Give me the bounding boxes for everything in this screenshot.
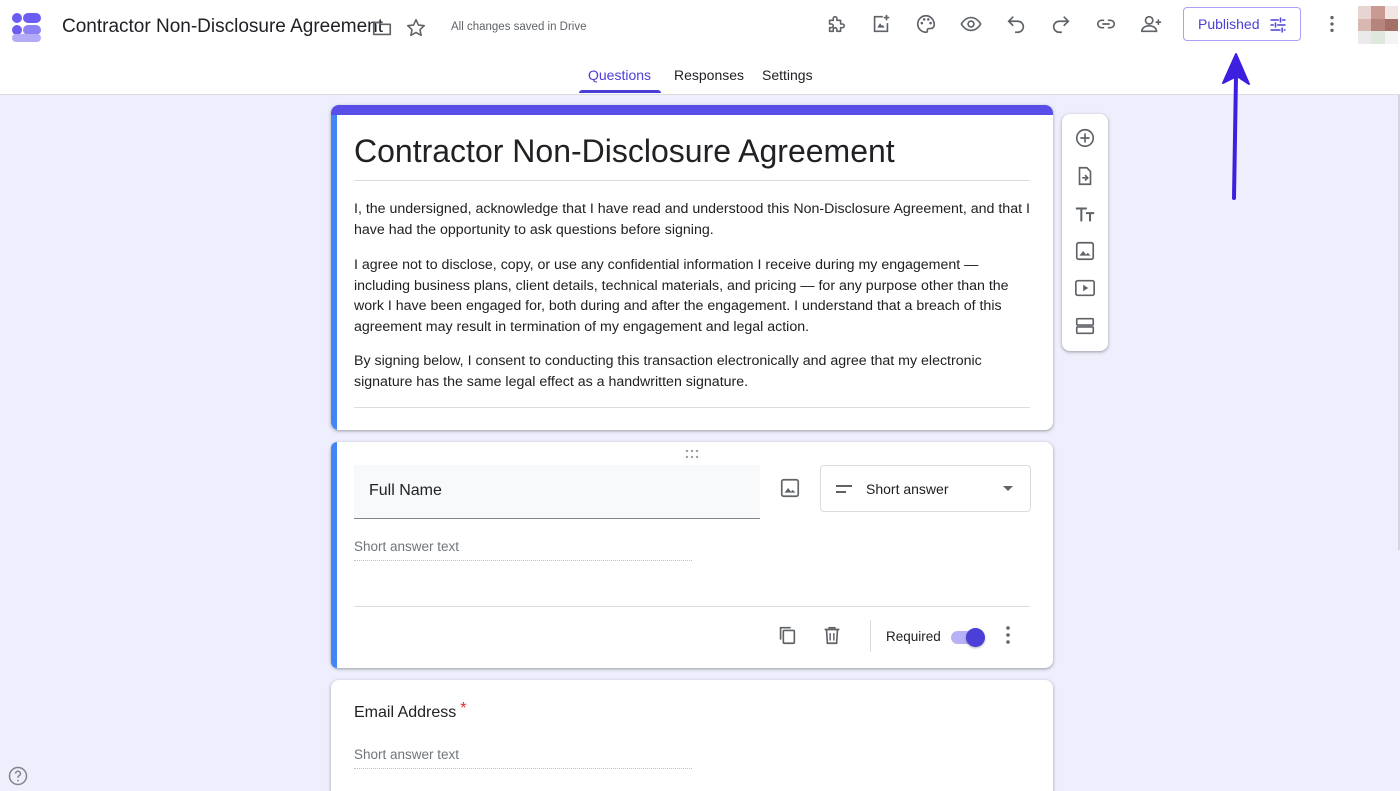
form-description-paragraph[interactable]: I agree not to disclose, copy, or use any confidential information I receive during my engagement — including business plans, client details, technical materials, and pricing — for any purpose other than the work I have been engaged for, both during and after the engagement. I understand that a breach of this agreement may result in termination of my engagement and legal action.: [354, 257, 1009, 336]
duplicate-icon[interactable]: [776, 624, 798, 646]
import-questions-icon[interactable]: [1073, 164, 1097, 188]
apps-script-icon[interactable]: [869, 12, 893, 36]
form-title[interactable]: Contractor Non-Disclosure Agreement: [354, 133, 1030, 181]
tab-responses[interactable]: Responses: [674, 67, 745, 83]
add-title-icon[interactable]: [1073, 202, 1097, 226]
question-card-email[interactable]: [331, 680, 1053, 791]
tab-bar: [0, 62, 1400, 94]
addon-icon[interactable]: [824, 12, 848, 36]
footer-divider: [870, 620, 871, 652]
annotation-arrow: [1215, 48, 1255, 200]
more-vert-icon[interactable]: [998, 624, 1018, 646]
add-image-icon[interactable]: [779, 477, 801, 499]
folder-icon[interactable]: [370, 16, 394, 40]
form-description-paragraph[interactable]: By signing below, I consent to conducting this transaction electronically and agree that my electronic signature has the same legal effect as a handwritten signature.: [354, 353, 982, 390]
redo-icon[interactable]: [1049, 12, 1073, 36]
more-vert-icon[interactable]: [1320, 12, 1344, 36]
question-title[interactable]: [354, 700, 467, 722]
theme-strip: [331, 105, 1053, 115]
form-description-paragraph[interactable]: I, the undersigned, acknowledge that I have read and understood this Non-Disclosure Agreement, and that I have had the opportunity to ask questions before signing.: [354, 201, 1030, 238]
published-button[interactable]: [1183, 7, 1301, 41]
short-answer-placeholder: Short answer text: [354, 747, 692, 769]
forms-logo-icon[interactable]: [10, 10, 42, 42]
short-answer-icon: [835, 482, 853, 496]
add-question-icon[interactable]: [1073, 126, 1097, 150]
undo-icon[interactable]: [1004, 12, 1028, 36]
card-footer-divider: [354, 606, 1030, 607]
help-icon[interactable]: [8, 766, 28, 786]
active-tab-indicator: [579, 90, 661, 93]
add-image-icon[interactable]: [1073, 239, 1097, 263]
chevron-down-icon: [1003, 486, 1013, 491]
question-type-dropdown[interactable]: [820, 465, 1031, 512]
active-card-indicator: [331, 115, 337, 430]
add-video-icon[interactable]: [1073, 276, 1097, 300]
add-section-icon[interactable]: [1073, 314, 1097, 338]
question-card-full-name[interactable]: [331, 442, 1053, 668]
form-header-card[interactable]: [331, 105, 1053, 430]
preview-icon[interactable]: [959, 12, 983, 36]
delete-icon[interactable]: [821, 624, 843, 646]
star-icon[interactable]: [404, 16, 428, 40]
required-toggle[interactable]: [950, 627, 986, 647]
tab-settings[interactable]: Settings: [762, 67, 813, 83]
add-collaborator-icon[interactable]: [1139, 12, 1163, 36]
active-card-indicator: [331, 442, 337, 668]
required-asterisk: *: [460, 700, 467, 717]
question-title-text: Email Address: [354, 704, 457, 721]
question-type-label: Short answer: [866, 480, 949, 497]
document-title[interactable]: Contractor Non-Disclosure Agreement: [62, 16, 384, 37]
drag-handle-icon[interactable]: [684, 449, 700, 459]
save-status: All changes saved in Drive: [451, 21, 587, 33]
floating-toolbar: [1062, 114, 1108, 351]
publish-settings-icon: [1268, 15, 1288, 35]
toggle-thumb: [966, 628, 985, 647]
link-icon[interactable]: [1094, 12, 1118, 36]
published-label: Published: [1198, 16, 1260, 32]
description-underline: [354, 407, 1030, 408]
avatar[interactable]: [1358, 6, 1398, 44]
palette-icon[interactable]: [914, 12, 938, 36]
required-label: Required: [886, 629, 941, 644]
question-title-input[interactable]: Full Name: [354, 465, 760, 519]
tab-questions[interactable]: Questions: [588, 67, 652, 83]
short-answer-placeholder: Short answer text: [354, 539, 692, 561]
app-header: [0, 0, 1400, 95]
